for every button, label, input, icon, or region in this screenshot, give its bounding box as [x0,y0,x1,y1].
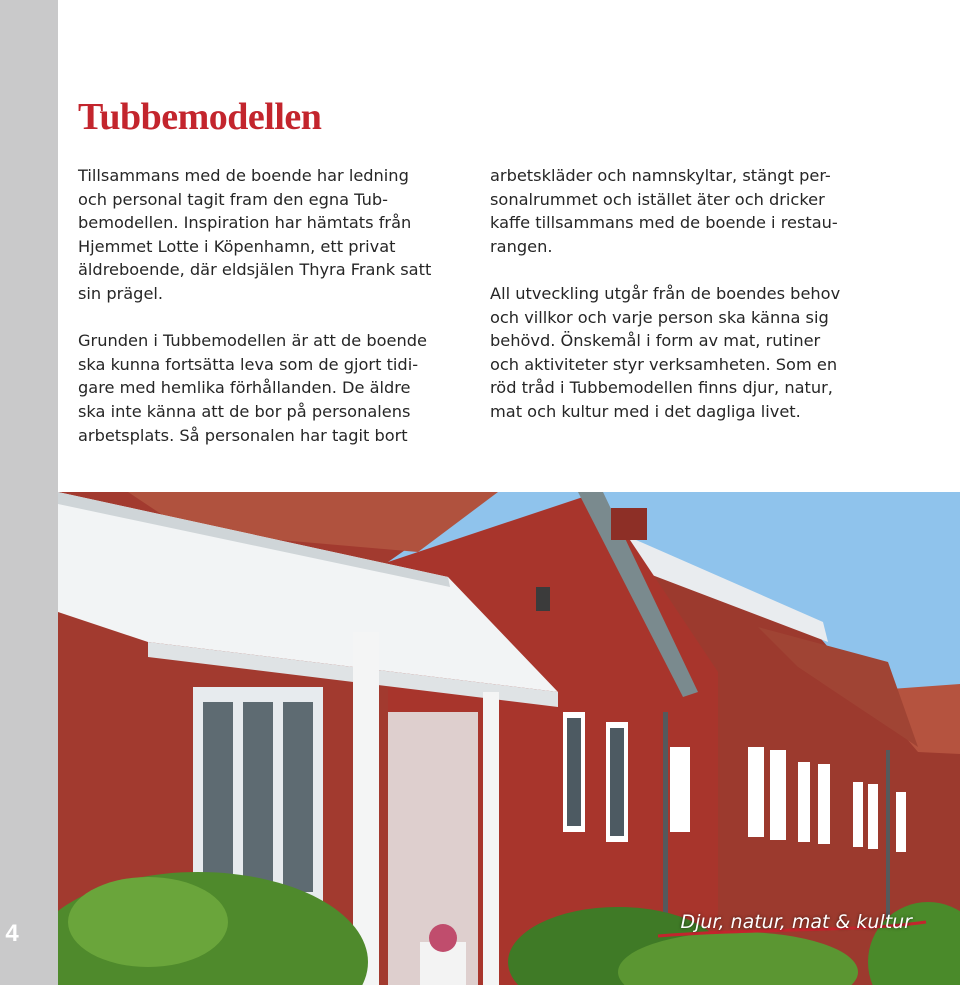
text-line: äldreboende, där eldsjälen Thyra Frank satt [78,260,432,280]
window [670,747,690,832]
shrub [68,877,228,967]
window [853,782,863,847]
window [748,747,764,837]
building-photo [58,492,960,985]
paragraph [490,282,870,424]
window [868,784,878,849]
gable-vent [536,587,550,611]
flowers [429,924,457,952]
right-text-column [490,164,870,447]
text-line: gare med hemlika förhållanden. De äldre [78,378,411,398]
text-line: Hjemmet Lotte i Köpenhamn, ett privat [78,236,396,256]
text-line: och personal tagit fram den egna Tub- [78,189,388,209]
text-line: Grunden i Tubbemodellen är att de boende [78,331,427,351]
window-glass [567,718,581,826]
text-line: kaffe tillsammans med de boende i restau- [490,213,838,233]
text-line: sonalrummet och istället äter och dricker [490,189,825,209]
text-line: och villkor och varje person ska känna sig [490,307,829,327]
paragraph [78,164,448,306]
page-number: 4 [5,920,19,947]
photo-caption: Djur, natur, mat & kultur [680,911,912,933]
left-text-column [78,164,448,471]
text-line: behövd. Önskemål i form av mat, rutiner [490,331,821,351]
text-line: arbetskläder och namnskyltar, stängt per- [490,166,831,185]
page-title: Tubbemodellen [78,96,322,138]
chimney [611,508,647,540]
text-line: arbetsplats. Så personalen har tagit bort [78,425,408,445]
door-glass [203,702,233,892]
side-bar [0,0,58,985]
text-line: mat och kultur med i det dagliga livet. [490,401,801,421]
window [798,762,810,842]
text-line: Tillsammans med de boende har ledning [78,166,409,185]
text-line: ska kunna fortsätta leva som de gjort tidi- [78,354,419,374]
text-line: bemodellen. Inspiration har hämtats från [78,213,412,233]
text-line: och aktiviteter styr verksamheten. Som en [490,354,838,374]
door-glass [243,702,273,892]
window [818,764,830,844]
window-glass [610,728,624,836]
paragraph [490,164,870,258]
window [770,750,786,840]
door-glass [283,702,313,892]
text-line: sin prägel. [78,283,164,303]
text-line: rangen. [490,236,553,256]
porch-column [483,692,499,985]
text-line: röd tråd i Tubbemodellen finns djur, natur, [490,378,833,398]
text-line: ska inte känna att de bor på personalens [78,401,411,421]
text-line: All utveckling utgår från de boendes behov [490,283,841,303]
window [896,792,906,852]
paragraph [78,329,448,447]
